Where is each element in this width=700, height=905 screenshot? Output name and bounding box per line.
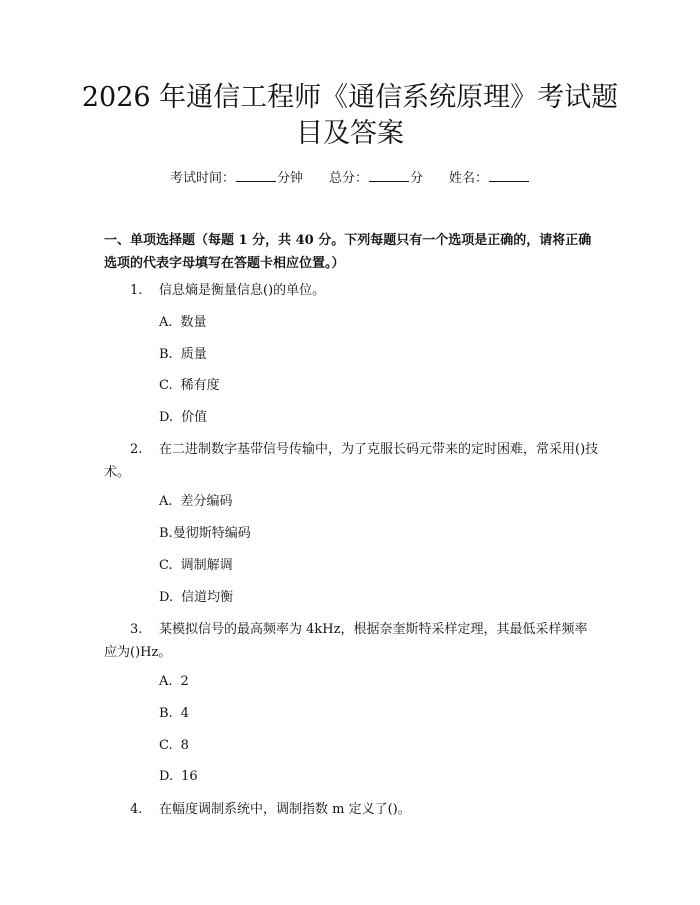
question-2-option-a: A. 差分编码 xyxy=(159,494,233,509)
document-title xyxy=(60,80,640,152)
question-3 xyxy=(104,618,600,664)
question-3-option-c: C. 8 xyxy=(159,738,189,753)
question-1-option-c: C. 稀有度 xyxy=(159,378,220,393)
title-line-1: 2026 年通信工程师《通信系统原理》考试题 xyxy=(81,82,619,113)
total-score-unit: 分 xyxy=(410,171,424,186)
student-name-blank xyxy=(489,169,529,182)
exam-time xyxy=(170,169,303,188)
title-line-2: 目及答案 xyxy=(296,118,404,149)
question-3-option-d: D. 16 xyxy=(159,769,198,784)
question-2-option-c: C. 调制解调 xyxy=(159,558,233,573)
question-number: 3. xyxy=(130,622,143,637)
exam-time-unit: 分钟 xyxy=(276,171,303,186)
question-1 xyxy=(104,279,600,302)
question-2-option-d: D. 信道均衡 xyxy=(159,590,234,605)
question-1-option-d: D. 价值 xyxy=(159,410,208,425)
exam-time-label: 考试时间： xyxy=(169,171,235,186)
question-text: 在幅度调制系统中，调制指数 m 定义了()。 xyxy=(159,802,411,817)
question-4 xyxy=(104,798,600,821)
question-number: 1. xyxy=(130,283,143,298)
student-name-label: 姓名： xyxy=(449,171,489,186)
question-2-option-b: B.曼彻斯特编码 xyxy=(159,526,251,541)
total-score xyxy=(329,169,423,188)
question-1-option-a: A. 数量 xyxy=(159,315,207,330)
question-1-option-b: B. 质量 xyxy=(159,347,207,362)
exam-meta xyxy=(0,169,700,188)
question-text: 某模拟信号的最高频率为 4kHz，根据奈奎斯特采样定理，其最低采样频率应为()Hz。 xyxy=(104,622,588,660)
question-text: 信息熵是衡量信息()的单位。 xyxy=(159,283,326,298)
question-2 xyxy=(104,438,600,484)
question-number: 4. xyxy=(130,802,143,817)
exam-time-blank xyxy=(236,169,276,182)
question-3-option-b: B. 4 xyxy=(159,706,189,721)
total-score-label: 总分： xyxy=(328,171,368,186)
question-3-option-a: A. 2 xyxy=(159,674,189,689)
question-text: 在二进制数字基带信号传输中，为了克服长码元带来的定时困难，常采用()技术。 xyxy=(104,442,599,480)
section-heading: 一、单项选择题（每题 1 分，共 40 分。下列每题只有一个选项是正确的，请将正确选项的代表字母填写在答题卡相应位置。） xyxy=(104,233,592,271)
question-number: 2. xyxy=(130,442,143,457)
student-name xyxy=(449,169,530,188)
total-score-blank xyxy=(369,169,409,182)
